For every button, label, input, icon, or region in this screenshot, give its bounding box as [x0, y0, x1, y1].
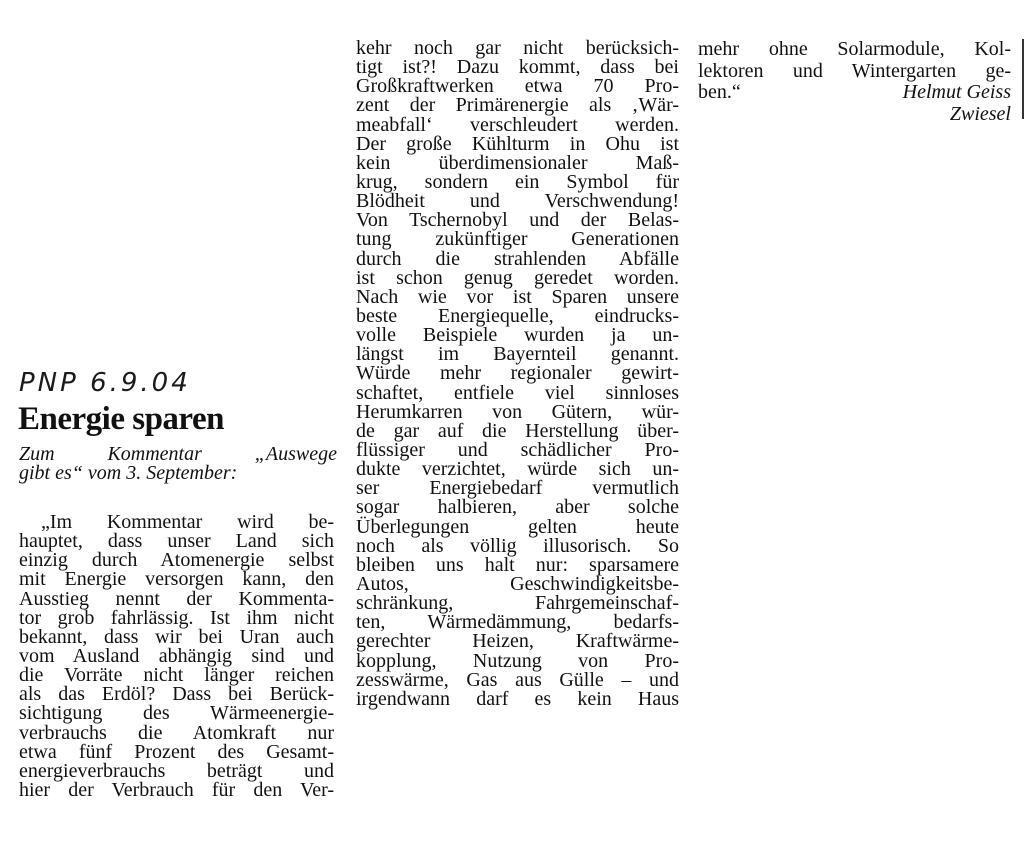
- column2-line: Überlegungen gelten heute: [356, 515, 679, 538]
- column2-line: Der große Kühlturm in Ohu ist: [356, 132, 679, 155]
- handwritten-date-note: PNP 6.9.04: [19, 368, 191, 398]
- column2-line: noch als völlig illusorisch. So: [356, 534, 679, 557]
- column1-line: Ausstieg nennt der Kommenta-: [19, 587, 334, 610]
- column2-line: Autos, Geschwindigkeitsbe-: [356, 572, 679, 595]
- signature-place-row: [698, 104, 1011, 126]
- column1-line: energieverbrauchs beträgt und: [19, 759, 334, 782]
- column2-line: sogar halbieren, aber solche: [356, 496, 679, 519]
- kicker-line: gibt es“ vom 3. September:: [19, 462, 238, 485]
- article-headline: Energie sparen: [18, 401, 224, 437]
- column2-line: beste Energiequelle, eindrucks-: [356, 304, 679, 327]
- column1-line: sichtigung des Wärmeenergie-: [19, 702, 334, 725]
- column2-line: Blödheit und Verschwendung!: [356, 190, 679, 213]
- column1-line: hauptet, dass unser Land sich: [19, 530, 334, 553]
- column2-line: Nach wie vor ist Sparen unsere: [356, 285, 679, 308]
- author-place: Zwiesel: [949, 102, 1011, 125]
- signature-row: [698, 82, 1011, 104]
- column2-line: tung zukünftiger Generationen: [356, 228, 679, 251]
- column2-line: ten, Wärmedämmung, bedarfs-: [356, 611, 679, 634]
- kicker-line: Zum Kommentar „Auswege: [19, 443, 337, 465]
- column1-line: verbrauchs die Atomkraft nur: [19, 721, 334, 744]
- column1-line: „Im Kommentar wird be-: [41, 511, 334, 533]
- column2-line: de gar auf die Herstellung über-: [356, 419, 679, 442]
- column1-line: die Vorräte nicht länger reichen: [19, 664, 334, 687]
- column1-line: als das Erdöl? Dass bei Berück-: [19, 683, 334, 706]
- column2-line: irgendwann darf es kein Haus: [356, 687, 679, 710]
- column2-line: krug, sondern ein Symbol für: [356, 170, 679, 193]
- column2-line: volle Beispiele wurden ja un-: [356, 324, 679, 347]
- column2-line: bleiben uns halt nur: sparsamere: [356, 553, 679, 576]
- column2-line: tigt ist?! Dazu kommt, dass bei: [356, 56, 679, 79]
- column2-line: längst im Bayernteil genannt.: [356, 343, 679, 366]
- column3-line: lektoren und Wintergarten ge-: [698, 59, 1011, 82]
- column2-line: dukte verzichtet, würde sich un-: [356, 458, 679, 481]
- text-column-2: [356, 39, 679, 709]
- column2-line: kehr noch gar nicht berücksich-: [356, 37, 679, 59]
- column2-line: gerechter Heizen, Kraftwärme-: [356, 630, 679, 653]
- column2-line: Würde mehr regionaler gewirt-: [356, 362, 679, 385]
- column2-line: Von Tschernobyl und der Belas-: [356, 209, 679, 232]
- column1-line: hier der Verbrauch für den Ver-: [19, 778, 334, 801]
- column1-line: einzig durch Atomenergie selbst: [19, 549, 334, 572]
- column1-line: tor grob fahrlässig. Ist ihm nicht: [19, 606, 334, 629]
- column2-line: schaftet, entfiele viel sinnloses: [356, 381, 679, 404]
- column2-line: kopplung, Nutzung von Pro-: [356, 649, 679, 672]
- column2-line: kein überdimensionaler Maß-: [356, 151, 679, 174]
- author-name: Helmut Geiss: [902, 81, 1011, 103]
- column2-line: Herumkarren von Gütern, wür-: [356, 400, 679, 423]
- article-kicker: [19, 445, 337, 483]
- column2-line: durch die strahlenden Abfälle: [356, 247, 679, 270]
- column2-line: flüssiger und schädlicher Pro-: [356, 438, 679, 461]
- column2-line: zesswärme, Gas aus Gülle – und: [356, 668, 679, 691]
- column1-line: vom Ausland abhängig sind und: [19, 644, 334, 667]
- column2-line: zent der Primärenergie als ‚Wär-: [356, 94, 679, 117]
- column1-line: mit Energie versorgen kann, den: [19, 568, 334, 591]
- text-column-1: [19, 513, 334, 800]
- column2-line: meabfall‘ verschleudert werden.: [356, 113, 679, 136]
- column1-line: etwa fünf Prozent des Gesamt-: [19, 740, 334, 763]
- text-column-3: [698, 39, 1011, 125]
- column2-line: Großkraftwerken etwa 70 Pro-: [356, 75, 679, 98]
- column1-line: bekannt, dass wir bei Uran auch: [19, 625, 334, 648]
- column3-end-text: ben.“: [698, 81, 741, 103]
- column2-line: ist schon genug geredet worden.: [356, 266, 679, 289]
- column2-line: schränkung, Fahrgemeinschaf-: [356, 592, 679, 615]
- column3-line: mehr ohne Solarmodule, Kol-: [698, 38, 1011, 60]
- column2-line: ser Energiebedarf vermutlich: [356, 477, 679, 500]
